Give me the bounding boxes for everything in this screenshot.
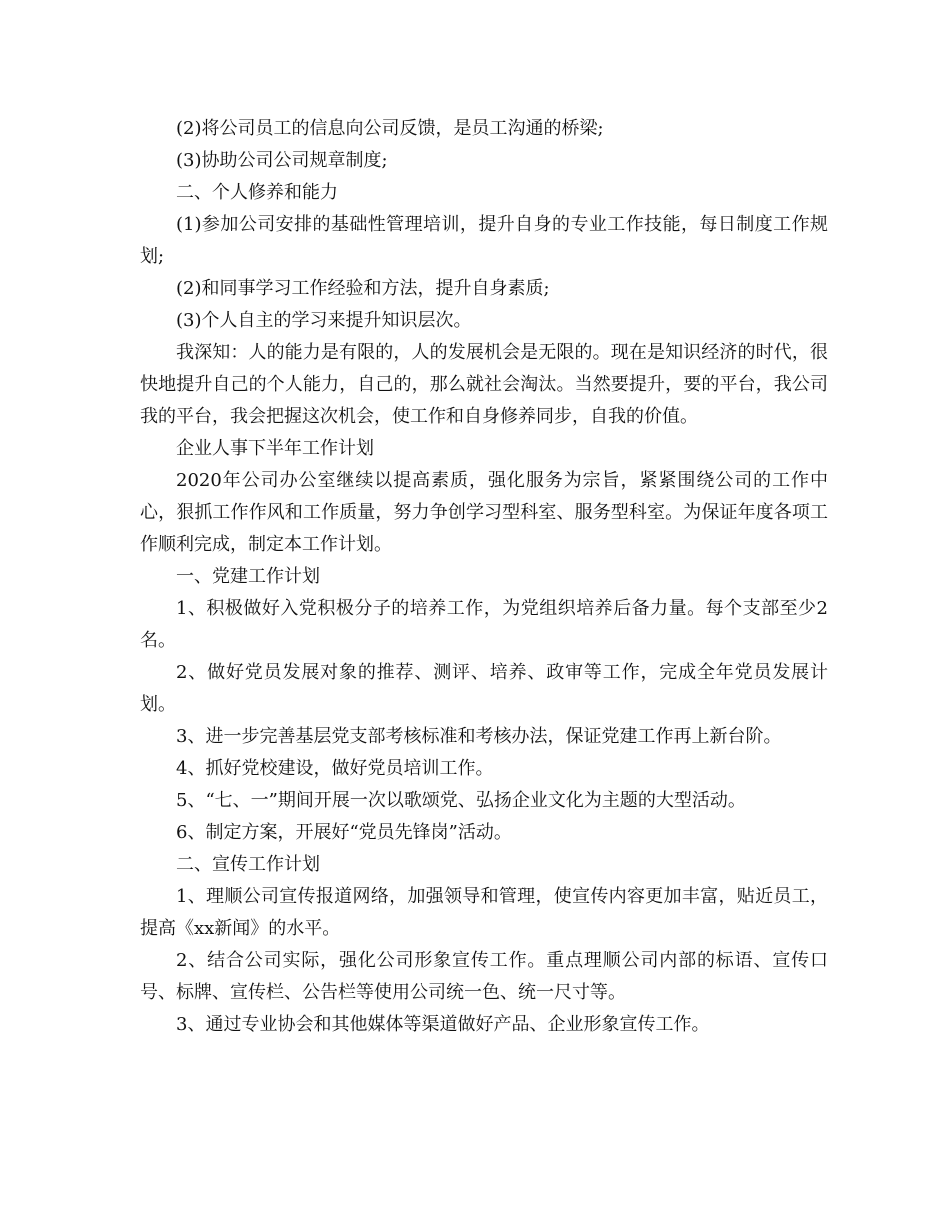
document-title-second-half-plan: 企业人事下半年工作计划	[176, 438, 374, 459]
paragraph-19: 2、结合公司实际，强化公司形象宣传工作。重点理顺公司内部的标语、宣传口号、标牌、宣传栏、公告栏等使用公司统一色、统一尺寸等。	[140, 950, 828, 1003]
paragraph-13: 3、进一步完善基层党支部考核标准和考核办法，保证党建工作再上新台阶。	[176, 726, 782, 747]
paragraph-15: 5、“七、一”期间开展一次以歌颂党、弘扬企业文化为主题的大型活动。	[176, 790, 746, 811]
paragraph-1: (2)将公司员工的信息向公司反馈，是员工沟通的桥梁;	[176, 118, 604, 139]
paragraph-7: 我深知：人的能力是有限的，人的发展机会是无限的。现在是知识经济的时代，很快地提升自己的个人能力，自己的，那么就社会淘汰。当然要提升，要的平台，我公司我的平台，我会把握这次机会，使工作和自身修养同步，自我的价值。	[140, 342, 828, 427]
section-heading-publicity: 二、宣传工作计划	[176, 854, 320, 875]
paragraph-20: 3、通过专业协会和其他媒体等渠道做好产品、企业形象宣传工作。	[176, 1014, 710, 1035]
paragraph-2: (3)协助公司公司规章制度;	[176, 150, 388, 171]
paragraph-12: 2、做好党员发展对象的推荐、测评、培养、政审等工作，完成全年党员发展计划。	[140, 662, 828, 715]
paragraph-9: 2020年公司办公室继续以提高素质，强化服务为宗旨，紧紧围绕公司的工作中心，狠抓工作作风和工作质量，努力争创学习型科室、服务型科室。为保证年度各项工作顺利完成，制定本工作计划。	[140, 470, 828, 555]
paragraph-4: (1)参加公司安排的基础性管理培训，提升自身的专业工作技能，每日制度工作规划;	[140, 214, 828, 267]
paragraph-11: 1、积极做好入党积极分子的培养工作，为党组织培养后备力量。每个支部至少2名。	[140, 598, 828, 651]
paragraph-6: (3)个人自主的学习来提升知识层次。	[176, 310, 472, 331]
paragraph-16: 6、制定方案，开展好“党员先锋岗”活动。	[176, 822, 512, 843]
paragraph-14: 4、抓好党校建设，做好党员培训工作。	[176, 758, 494, 779]
document-body	[140, 113, 828, 1041]
paragraph-18: 1、理顺公司宣传报道网络，加强领导和管理，使宣传内容更加丰富，贴近员工，提高《xx新闻》的水平。	[140, 886, 828, 939]
section-heading-party-building: 一、党建工作计划	[176, 566, 320, 587]
section-heading-personal-cultivation: 二、个人修养和能力	[176, 182, 338, 203]
paragraph-5: (2)和同事学习工作经验和方法，提升自身素质;	[176, 278, 550, 299]
